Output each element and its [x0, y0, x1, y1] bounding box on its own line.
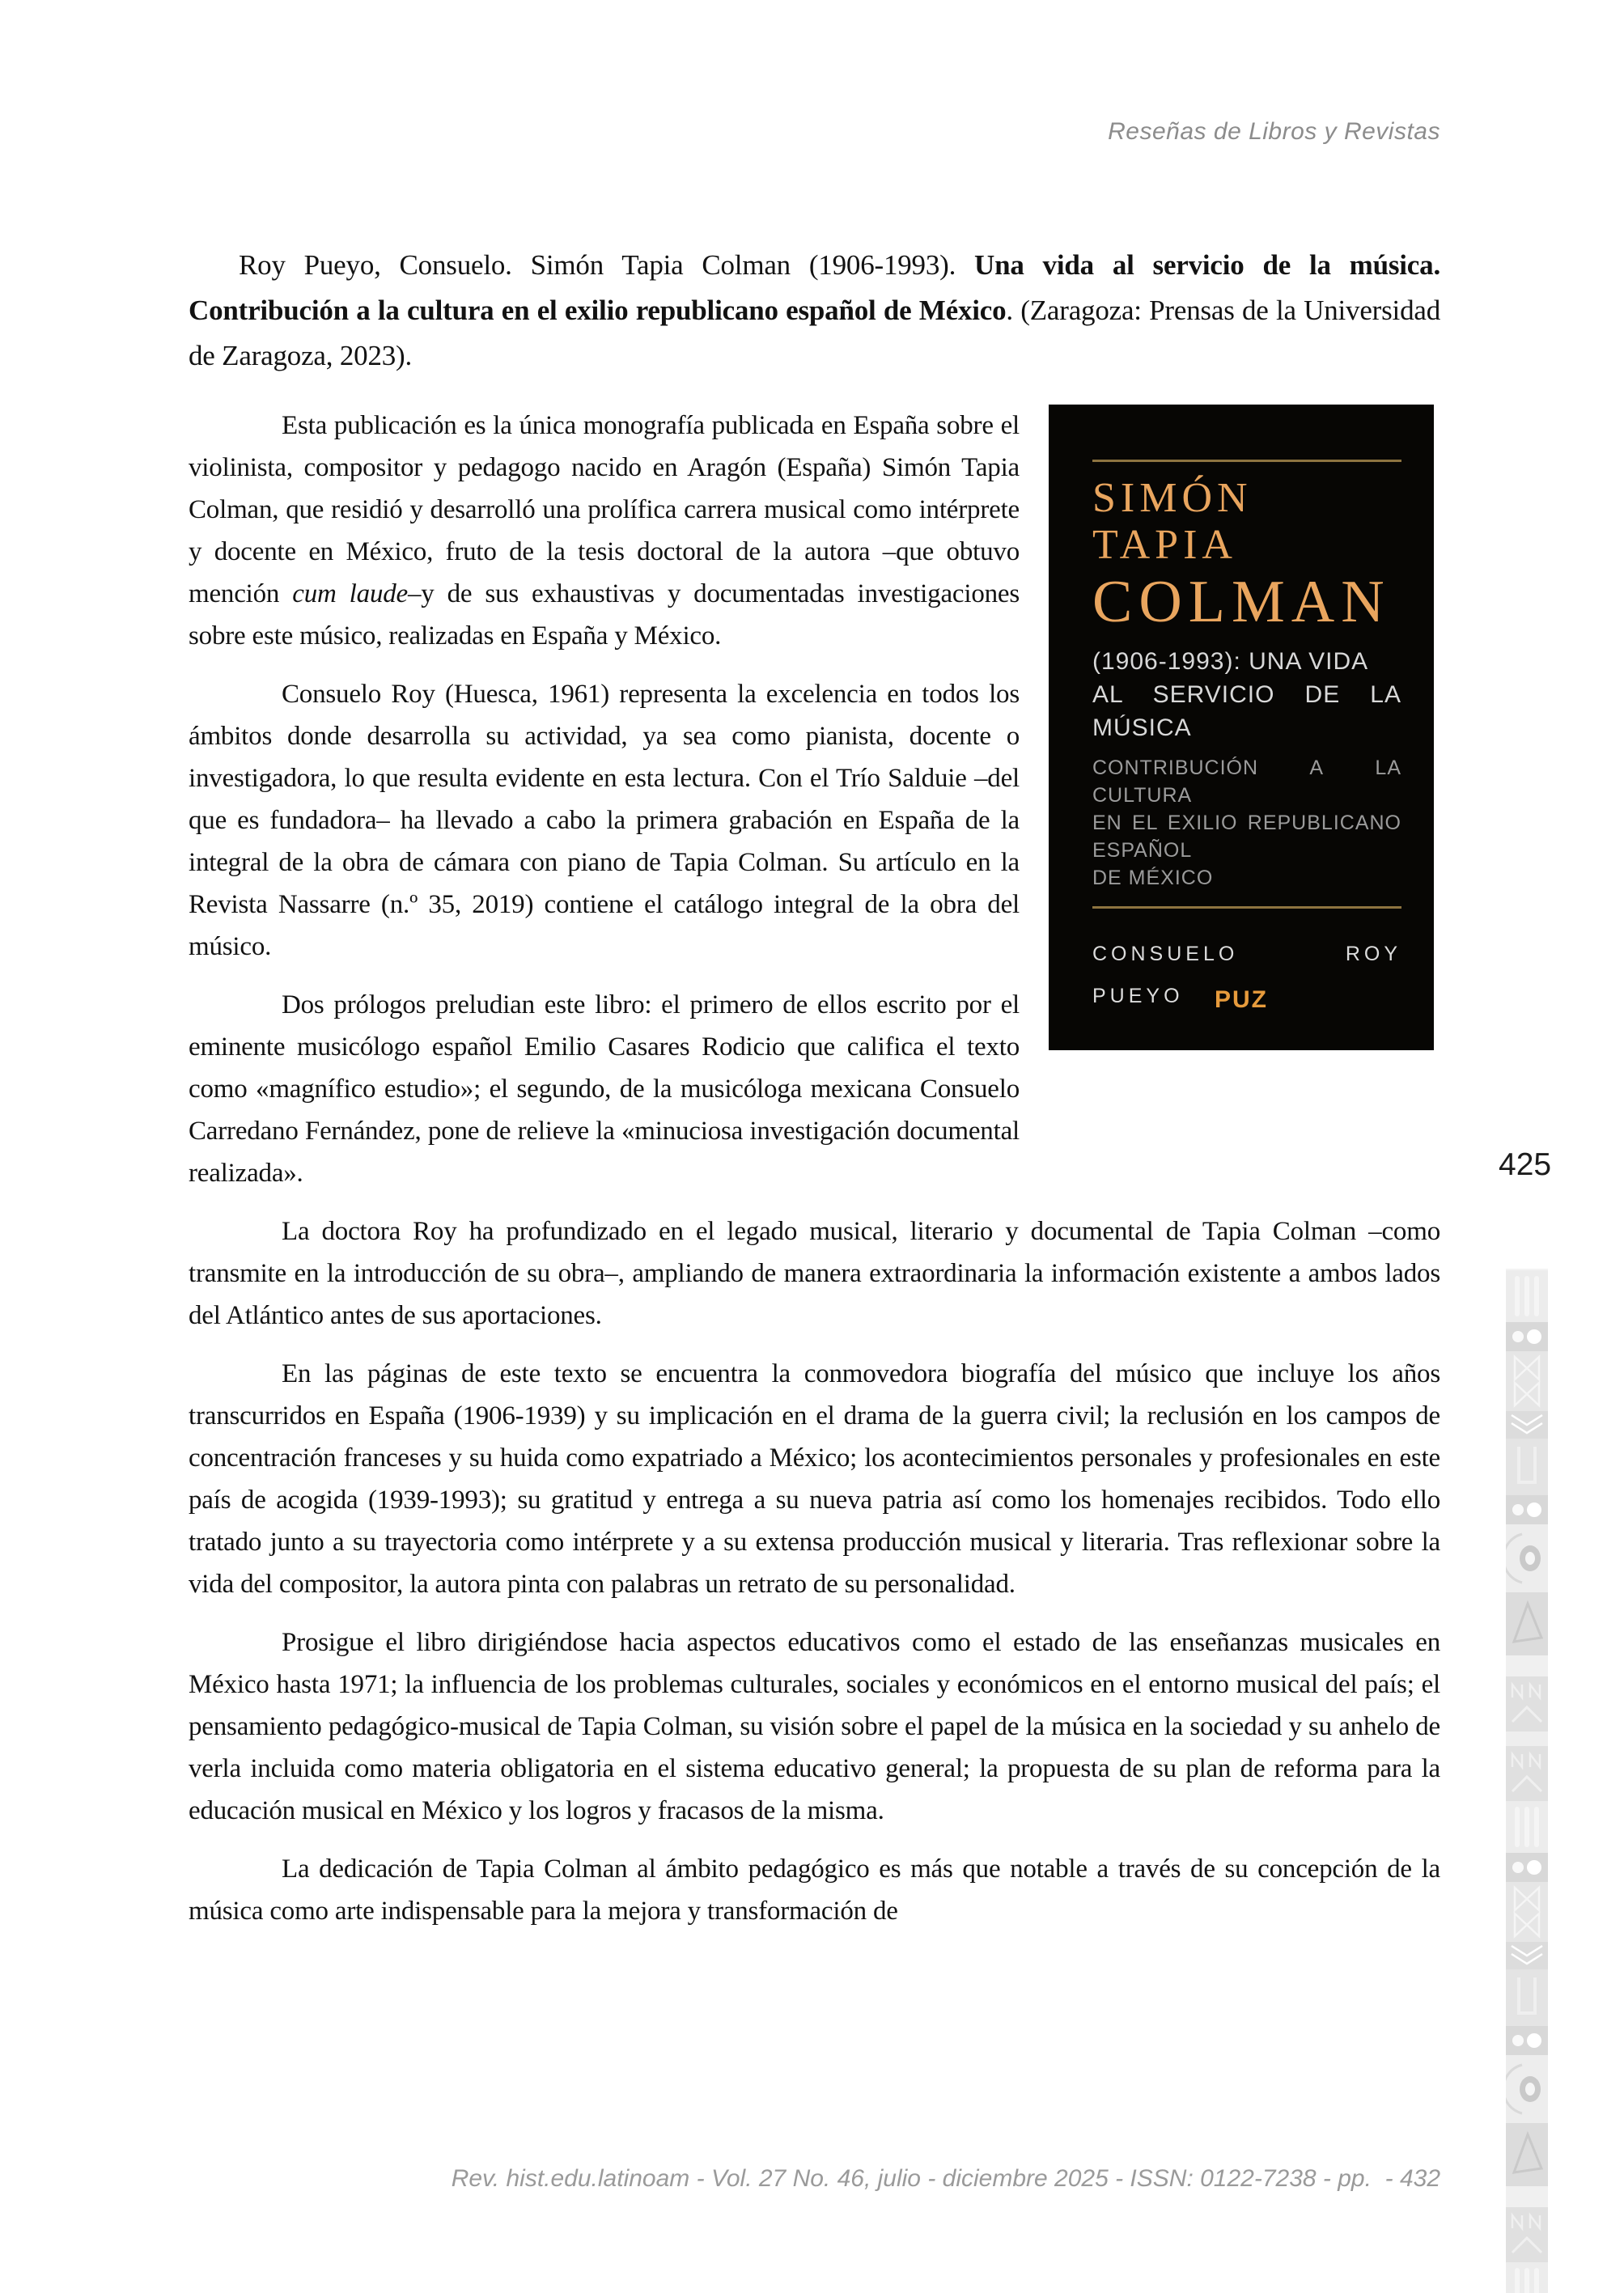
zigzag-chevron-up-icon[interactable] [1506, 2207, 1548, 2262]
grip-bars-icon[interactable] [1506, 2262, 1548, 2293]
bowtie-icon[interactable] [1506, 1351, 1548, 1411]
text-column [189, 243, 1440, 1948]
zigzag-chevron-up-icon[interactable] [1506, 1676, 1548, 1731]
book-cover [1049, 405, 1434, 1050]
cover-tagline-line: EN EL EXILIO REPUBLICANO ESPAÑOL [1092, 812, 1401, 862]
publisher-logo: PUZ [1215, 986, 1268, 1013]
bracket-icon[interactable] [1506, 1439, 1548, 1495]
review-paragraph: Prosigue el libro dirigiéndose hacia aspectos educativos como el estado de las enseñanzas musicales en México hasta 1971; la influencia de los problemas culturales, sociales y económicos en el entorno musical del país; el pensamiento pedagógico-musical de Tapia Colman, su visión sobre el papel de la música en la sociedad y su anhelo de verla incluida como materia obligatoria en el sistema educativo general; la propuesta de su plan de reforma para la educación musical en México y los logros y fracasos de la misma. [189, 1628, 1440, 1825]
book-reference [189, 243, 1440, 379]
two-dots-icon[interactable] [1506, 1495, 1548, 1524]
eye-icon[interactable] [1506, 2055, 1548, 2123]
review-paragraph: Dos prólogos preludian este libro: el primero de ellos escrito por el eminente musicólogo español Emilio Casares Rodicio que califica el texto como «magnífico estudio»; el segundo, de la musicóloga mexicana Consuelo Carredano Fernández, pone de relieve la «minuciosa investigación documental realizada». [189, 990, 1020, 1188]
cover-rule-bottom [1092, 906, 1401, 909]
cover-title-line2: COLMAN [1092, 569, 1391, 635]
review-paragraph: La doctora Roy ha profundizado en el legado musical, literario y documental de Tapia Colman –como transmite en la introducción de su obra–, ampliando de manera extraordinaria la información existente a ambos lados del Atlántico antes de sus aportaciones. [189, 1217, 1440, 1330]
cover-author: CONSUELO ROY PUEYO [1092, 943, 1401, 1007]
two-dots-icon[interactable] [1506, 1853, 1548, 1882]
review-paragraph: Consuelo Roy (Huesca, 1961) representa la excelencia en todos los ámbitos donde desarrolla su actividad, ya sea como pianista, docente o investigadora, lo que resulta evidente en esta lectura. Con el Trío Salduie –del que es fundadora– ha llevado a cabo la primera grabación en España de la integral de la obra de cámara con piano de Tapia Colman. Su artículo en la Revista Nassarre (n.º 35, 2019) contiene el catálogo integral de la obra del músico. [189, 680, 1020, 961]
cover-subtitle-line: AL SERVICIO DE LA MÚSICA [1092, 681, 1401, 741]
double-chevron-down-icon[interactable] [1506, 1411, 1548, 1439]
review-paragraph: La dedicación de Tapia Colman al ámbito pedagógico es más que notable a través de su concepción de la música como arte indispensable para la mejora y transformación de [189, 1854, 1440, 1926]
latin-phrase: cum laude [292, 579, 408, 608]
paragraph-text: Esta publicación es la única monografía publicada en España sobre el violinista, compositor y pedagogo nacido en Aragón (España) Simón Tapia Colman, que residió y desarrolló una prolífica carrera musical como intérprete y docente en México, fruto de la tesis doctoral de la autora –que obtuvo mención [189, 411, 1020, 608]
cover-tagline-line: CONTRIBUCIÓN A LA CULTURA [1092, 757, 1401, 807]
sidebar-icon-strip[interactable] [1506, 1269, 1548, 2293]
page-number: 425 [1499, 1147, 1552, 1182]
bowtie-icon[interactable] [1506, 1882, 1548, 1942]
reference-imprint: . (Zaragoza: Prensas de la Universidad de Zaragoza, 2023). [189, 295, 1441, 371]
review-body [189, 405, 1440, 1932]
cover-title-line1: SIMÓN TAPIA [1092, 475, 1253, 568]
reference-title: Una vida al servicio de la música. Contribución a la cultura en el exilio republicano español de México [189, 249, 1440, 326]
cover-tagline-line: DE MÉXICO [1092, 867, 1214, 889]
strip-spacer [1506, 1655, 1548, 1676]
zigzag-chevron-up-icon[interactable] [1506, 1746, 1548, 1801]
review-paragraph: En las páginas de este texto se encuentra la conmovedora biografía del músico que incluye los años transcurridos en España (1906-1939) y su implicación en el drama de la guerra civil; la reclusión en los campos de concentración franceses y su huida como expatriado a México; los acontecimientos personales y profesionales en este país de acogida (1939-1993); su gratitud y entrega a su nueva patria así como los homenajes recibidos. Todo ello tratado junto a su trayectoria como intérprete y a su extensa producción musical y literaria. Tras reflexionar sobre la vida del compositor, la autora pinta con palabras un retrato de su personalidad. [189, 1359, 1440, 1599]
cover-subtitle-line: (1906-1993): UNA VIDA [1092, 648, 1369, 675]
double-chevron-down-icon[interactable] [1506, 1942, 1548, 1969]
bracket-icon[interactable] [1506, 1969, 1548, 2026]
running-header: Reseñas de Libros y Revistas [1108, 118, 1440, 145]
grip-bars-icon[interactable] [1506, 1270, 1548, 1322]
eye-icon[interactable] [1506, 1524, 1548, 1592]
reference-authors: Roy Pueyo, Consuelo. Simón Tapia Colman (1906-1993). [239, 249, 975, 281]
cover-rule-top [1092, 460, 1401, 462]
triangle-icon[interactable] [1506, 2123, 1548, 2186]
paragraph-text: –y de sus exhaustivas y documentadas investigaciones sobre este músico, realizadas en España y México. [189, 579, 1020, 651]
triangle-icon[interactable] [1506, 1592, 1548, 1655]
strip-spacer [1506, 2186, 1548, 2207]
two-dots-icon[interactable] [1506, 2026, 1548, 2055]
grip-bars-icon[interactable] [1506, 1801, 1548, 1853]
running-footer: Rev. hist.edu.latinoam - Vol. 27 No. 46, julio - diciembre 2025 - ISSN: 0122-7238 - pp. - 432 [451, 2165, 1440, 2192]
strip-spacer [1506, 1731, 1548, 1746]
two-dots-icon[interactable] [1506, 1322, 1548, 1351]
